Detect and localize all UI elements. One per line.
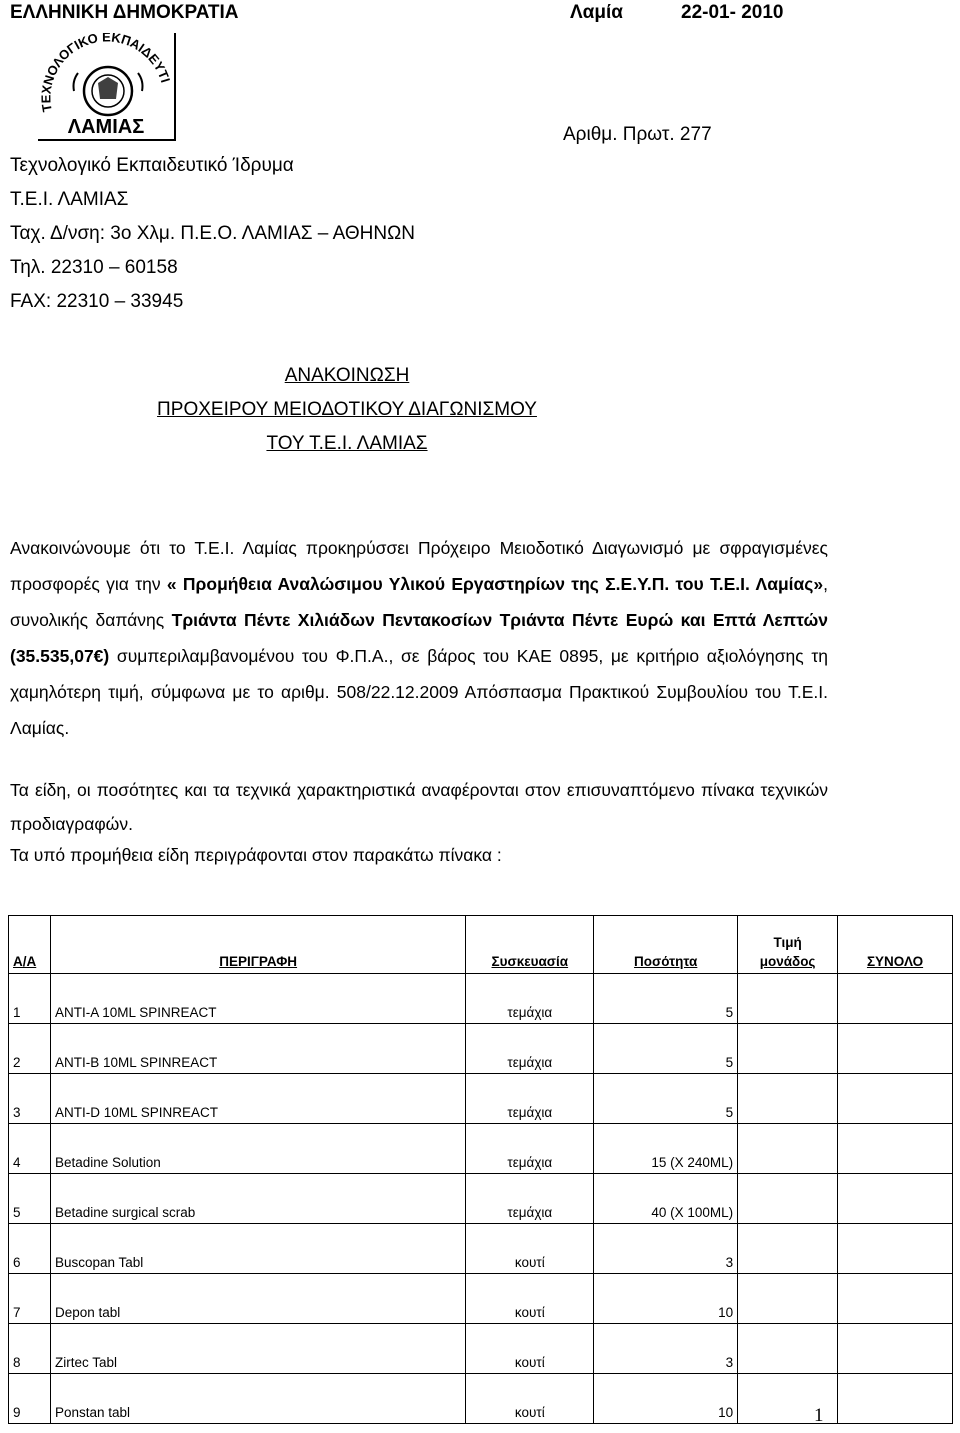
place: Λαμία: [570, 2, 623, 23]
row-total: [838, 1124, 953, 1174]
row-unit-price: [738, 1024, 838, 1074]
row-aa: 9: [9, 1374, 51, 1424]
row-aa: 6: [9, 1224, 51, 1274]
logo-arc-text: ΤΕΧΝΟΛΟΓΙΚΟ ΕΚΠΑΙΔΕΥΤΙ: [38, 33, 174, 114]
table-row: [9, 1124, 953, 1174]
row-aa: 5: [9, 1174, 51, 1224]
row-packaging: τεμάχια: [466, 1174, 594, 1224]
header-unit-price-line2: μονάδος: [759, 954, 816, 969]
row-unit-price: [738, 1224, 838, 1274]
paragraph-text-2: , συνολικής δαπάνης: [10, 574, 828, 630]
row-unit-price: [738, 1074, 838, 1124]
table-row: [9, 1374, 953, 1424]
header-quantity: Ποσότητα: [594, 916, 738, 974]
row-unit-price: [738, 974, 838, 1024]
sender-line-1: Τεχνολογικό Εκπαιδευτικό Ίδρυμα: [10, 155, 294, 176]
announcement-paragraph: [10, 530, 828, 746]
table-row: [9, 1174, 953, 1224]
sender-phone: Τηλ. 22310 – 60158: [10, 257, 178, 278]
row-description: Buscopan Tabl: [50, 1224, 465, 1274]
svg-text:ΤΕΧΝΟΛΟΓΙΚΟ ΕΚΠΑΙΔΕΥΤΙΚΟ ΙΔΡΥΜ: [38, 33, 173, 113]
row-unit-price: [738, 1274, 838, 1324]
row-unit-price: [738, 1324, 838, 1374]
row-packaging: τεμάχια: [466, 1024, 594, 1074]
logo-bottom-text: ΛΑΜΙΑΣ: [67, 116, 145, 138]
row-packaging: τεμάχια: [466, 974, 594, 1024]
row-total: [838, 1074, 953, 1124]
table-intro: Τα υπό προμήθεια είδη περιγράφονται στον παρακάτω πίνακα :: [10, 845, 502, 865]
row-quantity: 5: [594, 1024, 738, 1074]
header-packaging: Συσκευασία: [466, 916, 594, 974]
row-description: Depon tabl: [50, 1274, 465, 1324]
header-aa: Α/Α: [9, 916, 51, 974]
row-packaging: κουτί: [466, 1224, 594, 1274]
table-header-row: [9, 916, 953, 974]
logo-graphic: [38, 33, 174, 139]
row-aa: 8: [9, 1324, 51, 1374]
sender-fax: FAX: 22310 – 33945: [10, 291, 184, 312]
row-quantity: 10: [594, 1374, 738, 1424]
row-description: ANTI-D 10ML SPINREACT: [50, 1074, 465, 1124]
row-packaging: τεμάχια: [466, 1074, 594, 1124]
table-row: [9, 1024, 953, 1074]
header-unit-price-line1: Τιμή: [773, 935, 802, 950]
header-total: ΣΥΝΟΛΟ: [838, 916, 953, 974]
items-table: [8, 915, 953, 1424]
table-row: [9, 1074, 953, 1124]
row-total: [838, 1274, 953, 1324]
row-description: Betadine Solution: [50, 1124, 465, 1174]
row-quantity: 5: [594, 974, 738, 1024]
total-amount: Τριάντα Πέντε Χιλιάδων Πεντακοσίων Τριάντα Πέντε Ευρώ και Επτά Λεπτών (35.535,07€): [10, 610, 828, 666]
row-total: [838, 1224, 953, 1274]
row-total: [838, 974, 953, 1024]
institution-logo: [38, 33, 176, 141]
table-row: [9, 1274, 953, 1324]
row-aa: 2: [9, 1024, 51, 1074]
row-packaging: κουτί: [466, 1324, 594, 1374]
row-unit-price: [738, 1124, 838, 1174]
procurement-title: « Προμήθεια Αναλώσιμου Υλικού Εργαστηρίων της Σ.Ε.Υ.Π. του Τ.Ε.Ι. Λαμίας»: [166, 574, 824, 594]
paragraph-text-1: Ανακοινώνουμε ότι το Τ.Ε.Ι. Λαμίας προκηρύσσει Πρόχειρο Μειοδοτικό Διαγωνισμό με σφραγισμένες προσφορές για την: [10, 538, 828, 594]
row-description: Betadine surgical scrab: [50, 1174, 465, 1224]
table-row: [9, 974, 953, 1024]
table-row: [9, 1224, 953, 1274]
header-description: ΠΕΡΙΓΡΑΦΗ: [50, 916, 465, 974]
row-quantity: 10: [594, 1274, 738, 1324]
table-row: [9, 1324, 953, 1374]
protocol-number: Αριθμ. Πρωτ. 277: [563, 124, 712, 145]
row-total: [838, 1024, 953, 1074]
paragraph-text-3: συμπεριλαμβανομένου του Φ.Π.Α., σε βάρος του ΚΑΕ 0895, με κριτήριο αξιολόγησης τη χαμηλότερη τιμή, σύμφωνα με το αριθμ. 508/22.12.2009 Απόσπασμα Πρακτικού Συμβουλίου του Τ.Ε.Ι. Λαμίας.: [10, 646, 828, 738]
announcement-subtitle: ΠΡΟΧΕΙΡΟΥ ΜΕΙΟΔΟΤΙΚΟΥ ΔΙΑΓΩΝΙΣΜΟΥ: [157, 399, 537, 420]
items-paragraph: Τα είδη, οι ποσότητες και τα τεχνικά χαρακτηριστικά αναφέρονται στον επισυναπτόμενο πίνακα τεχνικών προδιαγραφών.: [10, 780, 828, 834]
sender-address: Ταχ. Δ/νση: 3ο Χλμ. Π.Ε.Ο. ΛΑΜΙΑΣ – ΑΘΗΝΩΝ: [10, 223, 416, 244]
page-number: 1: [814, 1405, 824, 1426]
row-aa: 4: [9, 1124, 51, 1174]
sender-line-2: Τ.Ε.Ι. ΛΑΜΙΑΣ: [10, 189, 129, 210]
row-description: Zirtec Tabl: [50, 1324, 465, 1374]
row-packaging: κουτί: [466, 1374, 594, 1424]
row-aa: 7: [9, 1274, 51, 1324]
row-packaging: τεμάχια: [466, 1124, 594, 1174]
row-description: Ponstan tabl: [50, 1374, 465, 1424]
announcement-institution: ΤΟΥ Τ.Ε.Ι. ΛΑΜΙΑΣ: [266, 433, 428, 454]
announcement-title: ΑΝΑΚΟΙΝΩΣΗ: [284, 365, 410, 386]
row-packaging: κουτί: [466, 1274, 594, 1324]
header-unit-price: [738, 916, 838, 974]
row-total: [838, 1324, 953, 1374]
row-aa: 3: [9, 1074, 51, 1124]
row-total: [838, 1174, 953, 1224]
row-quantity: 15 (X 240ML): [594, 1124, 738, 1174]
row-total: [838, 1374, 953, 1424]
row-description: ANTI-B 10ML SPINREACT: [50, 1024, 465, 1074]
date: 22-01- 2010: [681, 2, 784, 23]
row-description: ANTI-A 10ML SPINREACT: [50, 974, 465, 1024]
row-aa: 1: [9, 974, 51, 1024]
row-quantity: 3: [594, 1324, 738, 1374]
row-quantity: 3: [594, 1224, 738, 1274]
row-quantity: 40 (X 100ML): [594, 1174, 738, 1224]
row-quantity: 5: [594, 1074, 738, 1124]
row-unit-price: [738, 1174, 838, 1224]
country-header: ΕΛΛΗΝΙΚΗ ΔΗΜΟΚΡΑΤΙΑ: [10, 2, 239, 23]
